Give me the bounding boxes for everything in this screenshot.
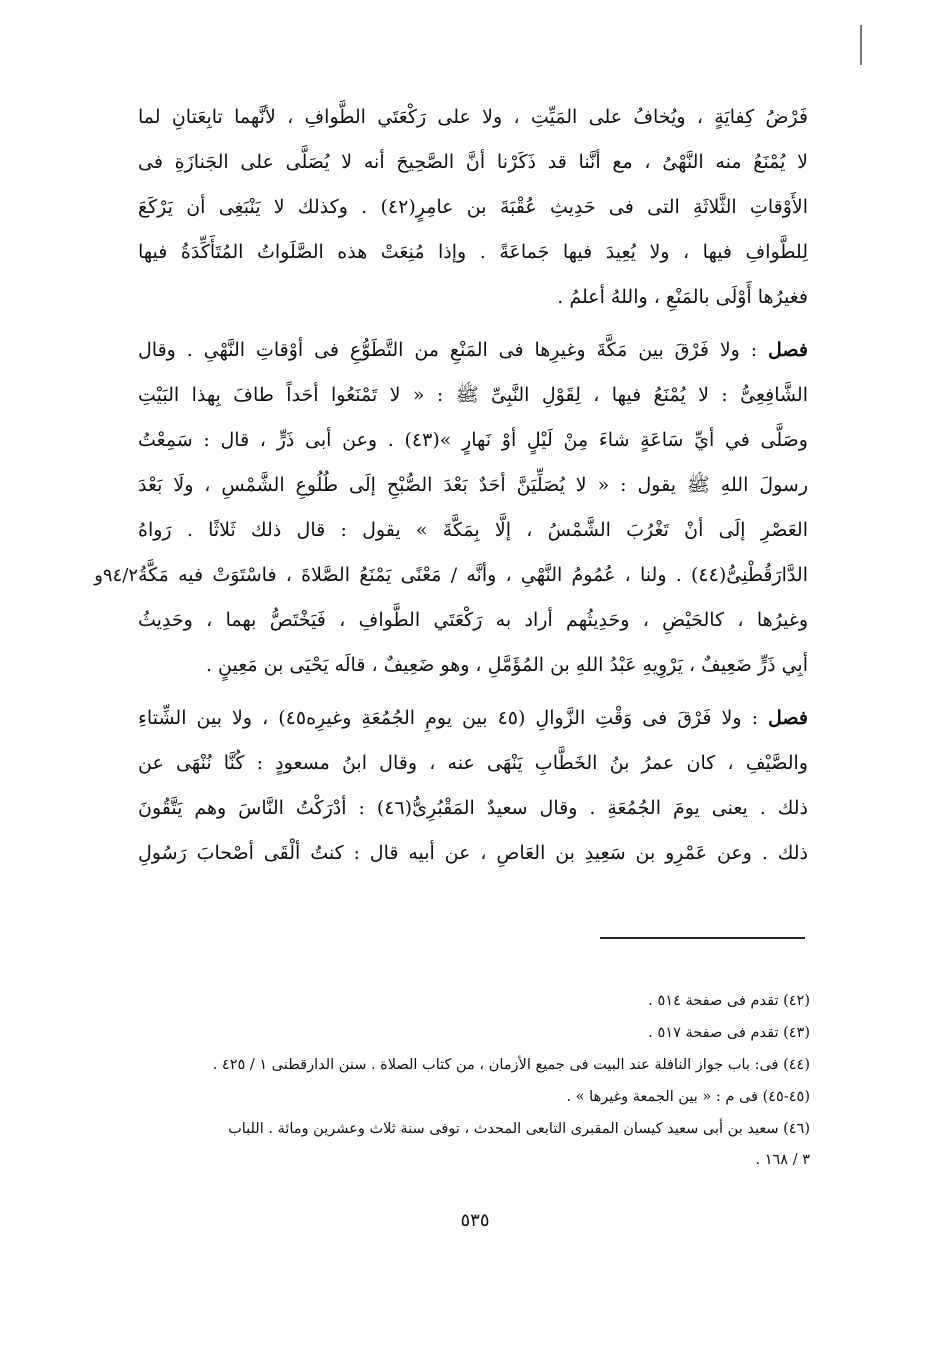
text-line: الدَّارَقُطْنِىُّ(٤٤) . ولنا ، عُمُومُ النَّهْىِ ، وأنَّه / مَعْنًى يَمْنَعُ الصَّلاةَ ، فاسْتَوَتْ فيه مَكَّةُ	[138, 564, 808, 586]
text-line: لا يُمْنَعُ منه النَّهْىُ ، مع أنَّنا قد ذَكَرْنا أنَّ الصَّحِيحَ أنه لا يُصَلَّى على الجَنازَةِ فى	[138, 151, 808, 173]
text-line: أبِي ذَرٍّ ضَعِيفٌ ، يَرْوِيهِ عَبْدُ اللهِ بن المُؤَمَّلِ ، وهو ضَعِيفٌ ، قالَه يَحْيَى بن مَعِينٍ .	[205, 654, 808, 676]
text-line: لِلطَّوافِ فيها ، ولا يُعِيدَ فيها جَماعَةً . وإذا مُنِعَتْ هذه الصَّلَواتُ المُتَأَكِّدَةُ فيها	[138, 241, 808, 263]
footnote: (٤٥-٤٥) فى م : « بين الجمعة وغيرها » .	[566, 1089, 810, 1105]
text-run: : ولا فَرْقَ فى وَقْتِ الزَّوالِ (٤٥ بين يومِ الجُمُعَةِ وغيرِه٤٥) ، ولا بين الشِّتاءِ	[138, 707, 758, 729]
manuscript-folio-marker: ٩٤/٢و	[94, 565, 138, 586]
section-heading-fasl: فصل	[768, 339, 808, 361]
text-line	[138, 696, 808, 741]
text-line: الشَّافِعِىُّ : لا يُمْنَعُ فيها ، لِقَوْلِ النَّبِىِّ ﷺ : « لا تَمْنَعُوا أحَداً طافَ بِهذا البَيْتِ	[138, 384, 808, 406]
section-heading-fasl: فصل	[768, 707, 808, 729]
scan-edge-mark	[860, 25, 862, 65]
page-number: ٥٣٥	[460, 1210, 490, 1231]
footnote-separator	[600, 937, 805, 939]
footnote-continuation: ٣ / ١٦٨ .	[755, 1152, 810, 1168]
footnote: (٤٦) سعيد بن أبى سعيد كيسان المقبرى التابعى المحدث ، توفى سنة ثلاث وعشرين ومائة . اللباب	[228, 1121, 810, 1137]
text-line: رسولَ اللهِ ﷺ يقول : « لا يُصَلِّيَنَّ أحَدٌ بَعْدَ الصُّبْحِ إلَى طُلُوعِ الشَّمْسِ ، ولَا بَعْدَ	[138, 474, 808, 496]
text-line: وصَلَّى في أيِّ سَاعَةٍ شاءَ مِنْ لَيْلٍ أوْ نَهارٍ »(٤٣) . وعن أبى ذَرٍّ ، قال : سَمِعْتُ	[138, 429, 808, 451]
footnote: (٤٢) تقدم فى صفحة ٥١٤ .	[648, 993, 810, 1009]
text-line: فَرْضُ كِفايَةٍ ، ويُخافُ على المَيِّتِ ، ولا على رَكْعَتَي الطَّوافِ ، لأنَّهما تابِعَتانِ لما	[138, 106, 808, 128]
text-line: الأَوْقاتِ الثَّلاثَةِ التى فى حَدِيثِ عُقْبَةَ بن عامِرٍ(٤٢) . وكذلك لا يَنْبَغِى أن يَرْكَعَ	[138, 196, 808, 218]
footnote: (٤٤) فى: باب جواز النافلة عند البيت فى جميع الأزمان ، من كتاب الصلاة . سنن الدارقطنى ١ / ٤٢٥ .	[212, 1057, 810, 1073]
footnote: (٤٣) تقدم فى صفحة ٥١٧ .	[648, 1025, 810, 1041]
text-line: العَصْرِ إلَى أنْ تَغْرُبَ الشَّمْسُ ، إلَّا بِمَكَّةَ » يقول : قال ذلك ثَلاثًا . رَواهُ	[138, 519, 808, 541]
text-line: والصَّيْفِ ، كان عمرُ بنُ الخَطَّابِ يَنْهَى عنه ، وقال ابنُ مسعودٍ : كُنَّا نُنْهَى عن	[138, 752, 808, 774]
text-line: وغيرُها ، كالحَيْضِ ، وحَدِيثُهم أراد به رَكْعَتَي الطَّوافِ ، فَيَخْتَصُّ بهما ، وحَدِيثُ	[138, 609, 808, 631]
text-line: فغيرُها أَوْلَى بالمَنْعِ ، واللهُ أعلمُ .	[557, 286, 808, 308]
main-text	[138, 95, 808, 876]
text-line	[138, 328, 808, 373]
text-line: ذلك . وعن عَمْرِو بن سَعِيدِ بن العَاصِ ، عن أبيه قال : كنتُ ألْقَى أصْحابَ رَسُولِ	[138, 842, 808, 864]
text-line: ذلك . يعنى يومَ الجُمُعَةِ . وقال سعيدٌ المَقْبُرِىُّ(٤٦) : أدْرَكْتُ النَّاسَ وهم يَتَّقُونَ	[138, 797, 808, 819]
footnotes	[135, 985, 810, 1175]
text-run: : ولا فَرْقَ بين مَكَّةَ وغيرِها فى المَنْعِ من التَّطَوُّعِ فى أوْقاتِ النَّهْىِ . وقال	[138, 339, 758, 361]
